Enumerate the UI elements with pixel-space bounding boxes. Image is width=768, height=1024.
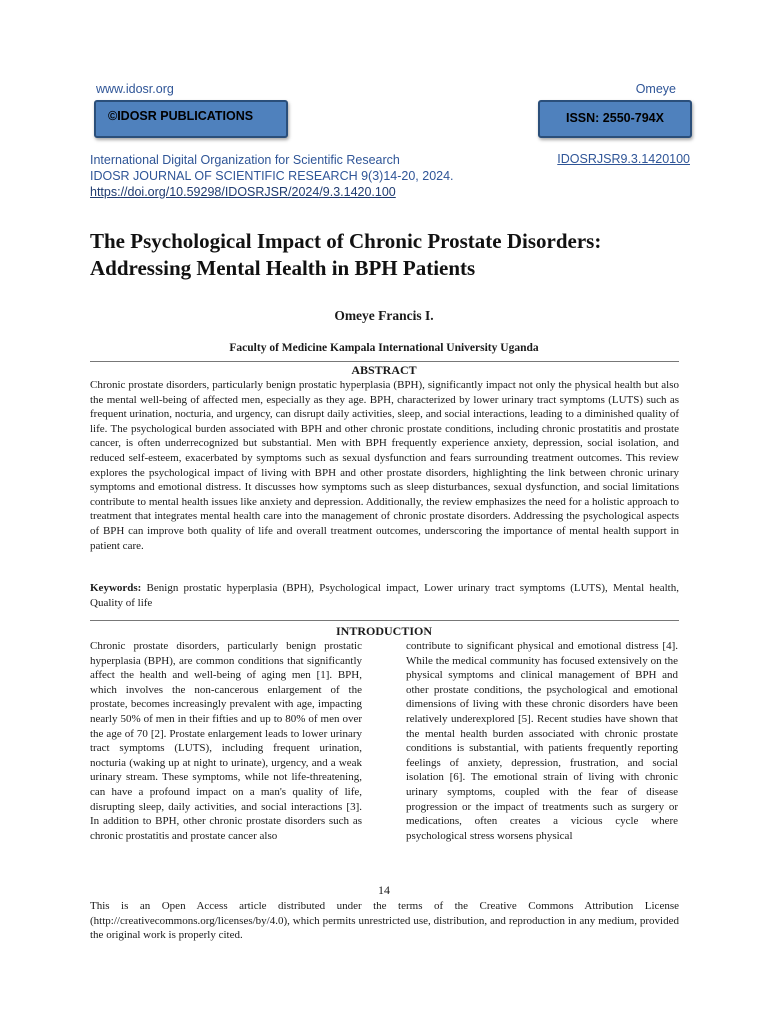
journal-info (90, 152, 454, 200)
license-notice: This is an Open Access article distributed under the terms of the Creative Commons Attribution License (http://creativecommons.org/licenses/by/4.0), which permits unrestricted use, distribution, and reproduction in any medium, provided the original work is properly cited. (90, 900, 679, 942)
abstract-top-rule (90, 361, 679, 362)
keywords-list: Benign prostatic hyperplasia (BPH), Psychological impact, Lower urinary tract symptoms (LUTS), Mental health, Quality of life (90, 582, 679, 609)
intro-column-right: contribute to significant physical and emotional distress [4]. While the medical community has focused extensively on the physical symptoms and clinical management of BPH and other prostate conditions, the psychological and emotional dimensions of living with these chronic disorders have been relatively underexplored [5]. Recent studies have shown that the mental health burden associated with chronic prostate conditions is substantial, with patients frequently reporting feelings of anxiety, depression, frustration, and social isolation [6]. The emotional strain of living with chronic urinary symptoms, coupled with the fear of disease progression or the impact of treatments such as surgery or medications, often creates a vicious cycle where psychological stress worsens physical (406, 640, 678, 842)
article-title: The Psychological Impact of Chronic Prostate Disorders: Addressing Mental Health in BPH Patients (90, 229, 602, 280)
website-link[interactable]: www.idosr.org (96, 82, 174, 96)
doi-link[interactable]: https://doi.org/10.59298/IDOSRJSR/2024/9.3.1420.100 (90, 185, 396, 199)
running-author: Omeye (635, 82, 676, 96)
page-number: 14 (378, 883, 390, 897)
publisher-badge: ©IDOSR PUBLICATIONS (94, 100, 288, 138)
journal-citation: IDOSR JOURNAL OF SCIENTIFIC RESEARCH 9(3)14-20, 2024. (90, 169, 454, 183)
keywords-label: Keywords: (90, 582, 142, 594)
abstract-heading: ABSTRACT (351, 363, 417, 377)
introduction-heading: INTRODUCTION (335, 624, 432, 638)
article-code-link[interactable]: IDOSRJSR9.3.1420100 (557, 152, 690, 166)
abstract-text: Chronic prostate disorders, particularly benign prostatic hyperplasia (BPH), significantly impact not only the physical health but also the mental well-being of affected men, especially as they age. BPH, characterized by lower urinary tract symptoms (LUTS) such as frequent urination, nocturia, and urgency, can disrupt daily activities, sleep, and social interactions, leading to a diminished quality of life. The psychological burden associated with BPH and other chronic prostate conditions, including chronic prostatitis and prostate cancer, is often underrecognized but substantial. Men with BPH frequently experience anxiety, depression, social isolation, and reduced self-esteem, exacerbated by symptoms such as sexual dysfunction and fears surrounding treatment outcomes. This review explores the psychological impact of living with BPH and other prostate disorders, highlighting the link between chronic urinary symptoms and emotional distress. It discusses how symptoms such as sleep disturbances, sexual dysfunction, and social limitations contribute to mental health issues like anxiety and depression. Additionally, the review emphasizes the need for a holistic approach to treatment that integrates mental health care into the management of chronic prostate disorders. Addressing the psychological aspects of BPH can improve both quality of life and overall treatment outcomes, underscoring the importance of mental health support in patient care. (90, 379, 679, 552)
article-code[interactable] (557, 152, 690, 166)
keywords (90, 581, 679, 610)
organization-name: International Digital Organization for Scientific Research (90, 153, 400, 167)
intro-column-left: Chronic prostate disorders, particularly benign prostatic hyperplasia (BPH), are common conditions that significantly affect the health and well-being of aging men [1]. BPH, which involves the non-cancerous enlargement of the prostate, becomes increasingly prevalent with age, impacting nearly 50% of men in their fifties and up to 80% of men over the age of 70 [2]. Prostate enlargement leads to lower urinary tract symptoms (LUTS), including frequent urination, nocturia (waking up at night to urinate), urgency, and a weak urinary stream. These symptoms, while not life-threatening, can have a profound impact on a man's quality of life, disrupting sleep, daily activities, and social interactions [3]. In addition to BPH, other chronic prostate disorders such as chronic prostatitis and prostate cancer also (90, 640, 362, 842)
issn-badge: ISSN: 2550-794X (538, 100, 692, 138)
intro-top-rule (90, 620, 679, 621)
journal-website-link[interactable] (96, 82, 174, 96)
author-affiliation: Faculty of Medicine Kampala International University Uganda (229, 342, 539, 354)
article-author: Omeye Francis I. (334, 308, 434, 323)
